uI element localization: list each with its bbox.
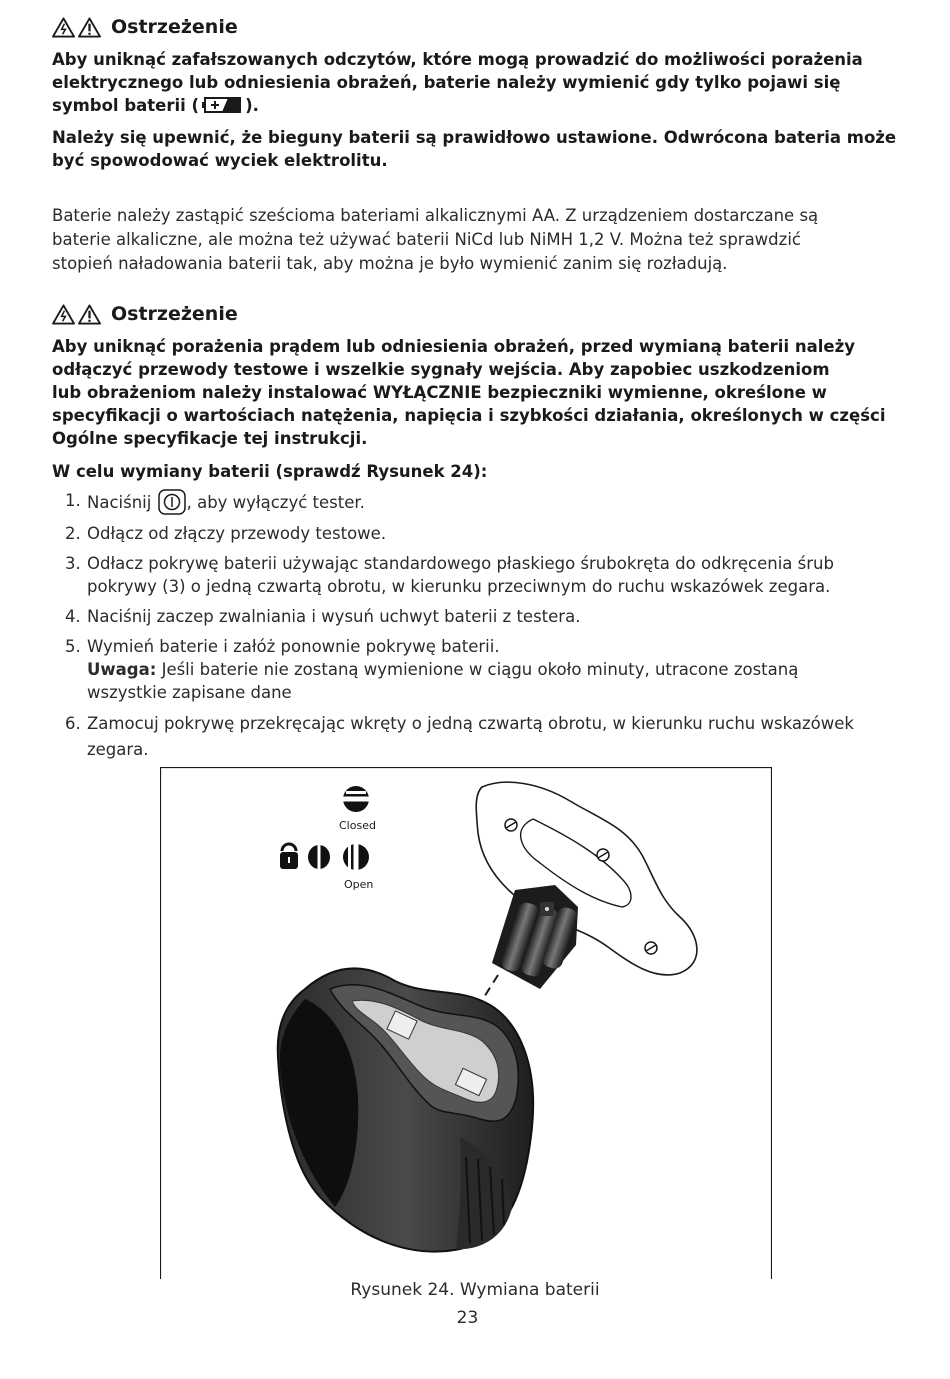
warning-heading-2: [52, 303, 238, 325]
step-1-text: [87, 489, 902, 515]
step-4-text: Naciśnij zaczep zwalniania i wysuń uchwyt baterii z testera.: [87, 607, 581, 626]
warning1-line-3-before: symbol baterii (: [52, 96, 200, 115]
warning1-line-3: [52, 94, 902, 117]
step-1-before: Naciśnij: [87, 493, 152, 512]
step-5-text: Wymień baterie i załóż ponownie pokrywę baterii.: [87, 637, 500, 656]
warning-text-1: [52, 48, 902, 117]
steps-intro-text: W celu wymiany baterii (sprawdź Rysunek 24):: [52, 462, 488, 481]
figure-caption: Rysunek 24. Wymiana baterii: [350, 1280, 600, 1300]
figure-illustration: [160, 767, 772, 1279]
step-number: 6.: [65, 714, 81, 733]
warning2-line-5: Ogólne specyfikacje tej instrukcji.: [52, 429, 368, 448]
step-3: [52, 552, 902, 598]
polarity-line-2: być spowodować wyciek elektrolitu.: [52, 151, 388, 170]
polarity-warning: [52, 126, 902, 172]
warning-title-2: Ostrzeżenie: [111, 303, 238, 325]
battery-info-paragraph: [52, 204, 902, 276]
step-number: 2.: [65, 524, 81, 543]
note-text-2: wszystkie zapisane dane: [87, 683, 292, 702]
open-label: Open: [344, 878, 374, 891]
polarity-line-1: Należy się upewnić, że bieguny baterii są prawidłowo ustawione. Odwrócona bateria może: [52, 128, 897, 147]
unlock-icon: [280, 844, 298, 869]
warning-heading-1: [52, 16, 238, 38]
note-text-1: Jeśli baterie nie zostaną wymienione w ciągu około minuty, utracone zostaną: [156, 660, 799, 679]
closed-label: Closed: [339, 819, 376, 832]
caution-warning-icon: [78, 304, 101, 325]
warning1-line-3-after: ).: [245, 96, 259, 115]
step-3-line-1: Odłacz pokrywę baterii używając standardowego płaskiego śrubokręta do odkręcenia śrub: [87, 554, 834, 573]
step-3-line-2: pokrywy (3) o jedną czwartą obrotu, w kierunku przeciwnym do ruchu wskazówek zegara.: [87, 577, 831, 596]
battery-replacement-steps: [52, 489, 902, 770]
step-5-note: [87, 658, 902, 681]
screw-open-icon: [343, 844, 369, 870]
step-2: [52, 522, 902, 545]
power-button-icon: [158, 489, 186, 515]
step-2-text: Odłącz od złączy przewody testowe.: [87, 524, 387, 543]
step-number: 3.: [65, 554, 81, 573]
battery-low-icon: [202, 96, 242, 114]
tester-body: [278, 968, 533, 1251]
warning2-line-2: odłączyć przewody testowe i wszelkie sygnały wejścia. Aby zapobiec uszkodzeniom: [52, 360, 830, 379]
step-6-line-1: Zamocuj pokrywę przekręcając wkręty o jedną czwartą obrotu, w kierunku ruchu wskazówek: [87, 714, 854, 733]
info-line-2: baterie alkaliczne, ale można też używać baterii NiCd lub NiMH 1,2 V. Można też sprawdzić: [52, 230, 801, 249]
step-number: 4.: [65, 607, 81, 626]
warning-title-1: Ostrzeżenie: [111, 16, 238, 38]
step-6-line-2: zegara.: [87, 740, 149, 759]
note-label: Uwaga:: [87, 660, 157, 679]
electrical-warning-icon: [52, 17, 75, 38]
step-6: [52, 711, 902, 763]
warning2-line-3: lub obrażeniom należy instalować WYŁĄCZNIE bezpieczniki wymienne, określone w: [52, 383, 827, 402]
step-number: 1.: [65, 491, 81, 510]
step-1: [52, 489, 902, 515]
warning2-line-1: Aby uniknąć porażenia prądem lub odniesienia obrażeń, przed wymianą baterii należy: [52, 337, 855, 356]
battery-replacement-figure: [160, 767, 772, 1279]
warning-text-2: [52, 335, 902, 450]
step-number: 5.: [65, 637, 81, 656]
step-4: [52, 605, 902, 628]
info-line-1: Baterie należy zastąpić sześcioma bateriami alkalicznymi AA. Z urządzeniem dostarczane są: [52, 206, 819, 225]
info-line-3: stopień naładowania baterii tak, aby można je było wymienić zanim się rozładują.: [52, 254, 728, 273]
step-5: [52, 635, 902, 704]
warning1-line-1: Aby uniknąć zafałszowanych odczytów, które mogą prowadzić do możliwości porażenia: [52, 50, 863, 69]
screw-half-icon: [308, 845, 330, 869]
step-1-after: , aby wyłączyć tester.: [186, 493, 365, 512]
screw-closed-icon: [343, 786, 369, 812]
electrical-warning-icon: [52, 304, 75, 325]
caution-warning-icon: [78, 17, 101, 38]
page-number: 23: [456, 1308, 479, 1328]
steps-intro: [52, 460, 902, 483]
battery-holder: [492, 885, 579, 989]
warning1-line-2: elektrycznego lub odniesienia obrażeń, baterie należy wymienić gdy tylko pojawi się: [52, 73, 841, 92]
warning2-line-4: specyfikacji o wartościach natężenia, napięcia i szybkości działania, określonych w części: [52, 406, 886, 425]
